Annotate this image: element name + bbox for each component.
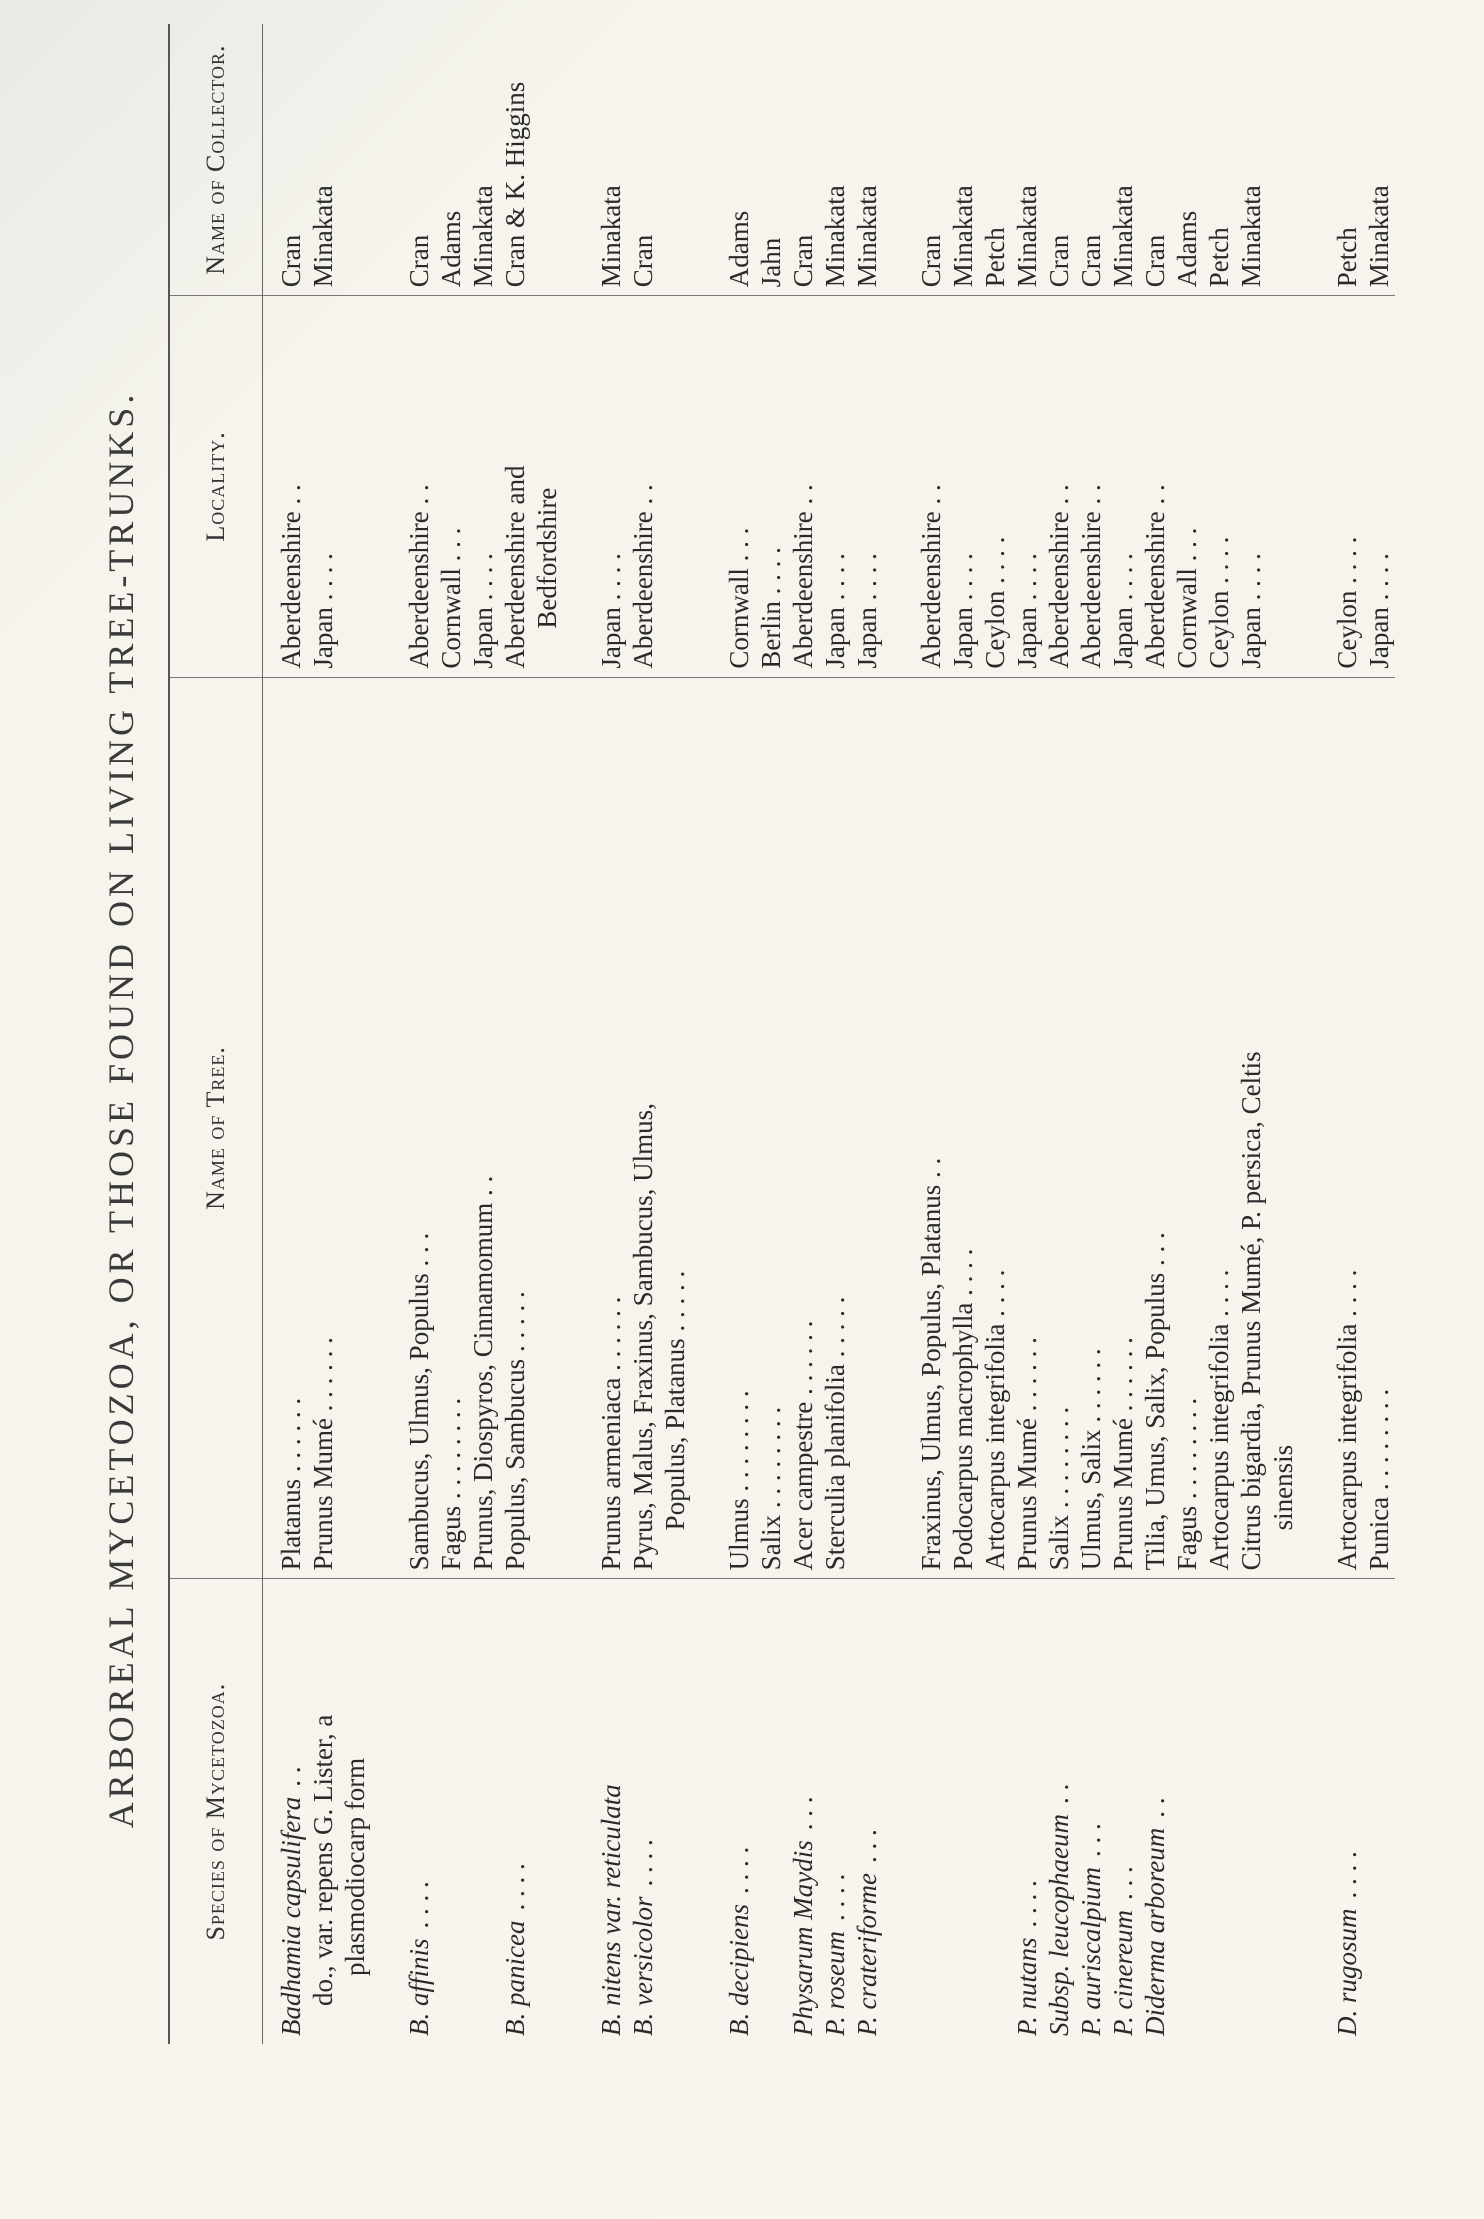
species-leader-dots: . . (1044, 1783, 1074, 1805)
col-collector-header: Name of Collector. (169, 24, 263, 296)
table-row (307, 24, 371, 2044)
mycetozoa-table (168, 24, 1395, 2044)
cell-locality (979, 296, 1011, 677)
species-leader-dots: . . (1140, 1797, 1170, 1818)
tree-name: Podocarpus macrophylla . . . . (948, 1248, 978, 1571)
cell-tree (1235, 677, 1299, 1579)
species-name: B. versicolor (628, 1896, 658, 2036)
cell-collector: Minakata (563, 24, 627, 296)
species-name: Physarum Maydis (788, 1840, 818, 2036)
cell-locality (1043, 296, 1075, 677)
locality-name: Aberdeenshire . . (1140, 484, 1170, 669)
cell-collector: Minakata (1363, 24, 1395, 296)
species-leader-dots: . . . . (724, 1846, 754, 1895)
table-row (1075, 24, 1107, 2044)
cell-locality (947, 296, 979, 677)
locality-name: Japan . . . . (852, 553, 882, 669)
cell-tree (627, 677, 691, 1579)
cell-locality (787, 296, 819, 677)
header-row (169, 24, 263, 2044)
tree-name: Prunus Mumé . . . . . . (1108, 1337, 1138, 1571)
cell-species (755, 1579, 787, 2044)
cell-species (1363, 1579, 1395, 2044)
table-row (499, 24, 563, 2044)
table-row (1139, 24, 1171, 2044)
cell-collector: Minakata (947, 24, 979, 296)
cell-collector: Minakata (1235, 24, 1299, 296)
tree-name: Sambucus, Ulmus, Populus . . . (404, 1232, 434, 1571)
cell-tree (1075, 677, 1107, 1579)
cell-species (467, 1579, 499, 2044)
cell-collector: Adams (691, 24, 755, 296)
cell-species (1203, 1579, 1235, 2044)
cell-locality (883, 296, 947, 677)
species-name: B. nitens var. reticulata (596, 1784, 626, 2036)
locality-name: Aberdeenshire . . (788, 484, 818, 669)
cell-species (1043, 1579, 1075, 2044)
cell-tree (1043, 677, 1075, 1579)
species-leader-dots: . . . . (404, 1881, 434, 1929)
cell-tree (947, 677, 979, 1579)
cell-collector: Petch (979, 24, 1011, 296)
tree-name: Sterculia planifolia . . . . . (820, 1296, 850, 1571)
cell-tree (307, 677, 371, 1579)
locality-name: Japan . . . . (820, 553, 850, 669)
table-row (1107, 24, 1139, 2044)
table-body (263, 24, 1396, 2044)
tree-name: Fagus . . . . . . . . (1172, 1397, 1202, 1571)
cell-locality (263, 296, 308, 677)
table-row (1043, 24, 1075, 2044)
cell-tree (1299, 677, 1363, 1579)
cell-collector: Cran (627, 24, 691, 296)
cell-tree (755, 677, 787, 1579)
tree-name: Artocarpus integrifolia . . . . (980, 1269, 1010, 1571)
cell-collector: Minakata (1107, 24, 1139, 296)
locality-name: Aberdeenshire . . (276, 484, 306, 669)
cell-tree (1139, 677, 1171, 1579)
locality-name: Cornwall . . . (724, 527, 754, 669)
table-row (1235, 24, 1299, 2044)
locality-name: Japan . . . . (1236, 553, 1266, 669)
cell-species (787, 1579, 819, 2044)
cell-collector: Cran (263, 24, 308, 296)
cell-locality (499, 296, 563, 677)
cell-species (1299, 1579, 1363, 2044)
cell-collector: Minakata (1011, 24, 1043, 296)
cell-tree (467, 677, 499, 1579)
cell-species (499, 1579, 563, 2044)
cell-tree (499, 677, 563, 1579)
cell-tree (435, 677, 467, 1579)
species-name: Badhamia capsulifera (276, 1796, 306, 2036)
table-row (947, 24, 979, 2044)
cell-locality (1011, 296, 1043, 677)
col-species-header: Species of Mycetozoa. (169, 1579, 263, 2044)
cell-locality (435, 296, 467, 677)
species-leader-dots: . . . . (628, 1839, 658, 1887)
cell-collector: Adams (435, 24, 467, 296)
tree-continuation: sinensis (1268, 1444, 1298, 1531)
cell-locality (1075, 296, 1107, 677)
cell-species (947, 1579, 979, 2044)
cell-locality (1107, 296, 1139, 677)
locality-name: Aberdeenshire . . (916, 484, 946, 669)
cell-locality (1363, 296, 1395, 677)
cell-locality (307, 296, 371, 677)
cell-species (1011, 1579, 1043, 2044)
species-name: Diderma arboreum (1140, 1827, 1170, 2036)
cell-collector: Jahn (755, 24, 787, 296)
tree-name: Salix . . . . . . . . (1044, 1406, 1074, 1571)
tree-name: Populus, Sambucus . . . . . (500, 1291, 530, 1571)
species-continuation: plasmodiocarp form (340, 1757, 370, 1976)
cell-collector: Cran (1139, 24, 1171, 296)
cell-collector: Cran (787, 24, 819, 296)
cell-locality (851, 296, 883, 677)
cell-locality (1203, 296, 1235, 677)
species-leader-dots: . . (276, 1766, 306, 1787)
species-leader-dots: . . . . (500, 1863, 530, 1911)
table-row (1299, 24, 1363, 2044)
cell-locality (371, 296, 435, 677)
species-leader-dots: . . . . (1012, 1880, 1042, 1928)
cell-species (627, 1579, 691, 2044)
table-row (263, 24, 308, 2044)
cell-locality (1299, 296, 1363, 677)
cell-collector: Cran (371, 24, 435, 296)
tree-name: Acer campestre . . . . . . (788, 1320, 818, 1571)
cell-collector: Cran & K. Higgins (499, 24, 563, 296)
cell-species (1235, 1579, 1299, 2044)
locality-name: Aberdeenshire . . (404, 484, 434, 669)
locality-name: Aberdeenshire and (500, 465, 530, 669)
table-row (563, 24, 627, 2044)
table-row (979, 24, 1011, 2044)
tree-name: Prunus armeniaca . . . . . . (596, 1296, 626, 1571)
table-row (1171, 24, 1203, 2044)
tree-name: Fagus . . . . . . . . (436, 1397, 466, 1571)
species-name: do., var. repens G. Lister, a (308, 1714, 338, 2006)
cell-tree (371, 677, 435, 1579)
table-row (371, 24, 435, 2044)
tree-name: Artocarpus integrifolia . . . . (1332, 1269, 1362, 1571)
locality-name: Japan . . . . (1012, 553, 1042, 669)
cell-tree (1203, 677, 1235, 1579)
tree-name: Pyrus, Malus, Fraxinus, Sambucus, Ulmus, (628, 1103, 658, 1571)
cell-tree (883, 677, 947, 1579)
locality-name: Ceylon . . . . (1332, 536, 1362, 669)
locality-name: Japan . . . . (948, 553, 978, 669)
cell-locality (755, 296, 787, 677)
cell-collector: Petch (1299, 24, 1363, 296)
cell-locality (819, 296, 851, 677)
tree-name: Prunus Mumé . . . . . . (308, 1337, 338, 1571)
table-title: ARBOREAL MYCETOZOA, OR THOSE FOUND ON LIVING TREE-TRUNKS. (101, 390, 141, 1829)
species-leader-dots: . . . (1108, 1866, 1138, 1901)
tree-name: Tilia, Umus, Salix, Populus . . . (1140, 1232, 1170, 1571)
cell-species (979, 1579, 1011, 2044)
cell-locality (1235, 296, 1299, 677)
species-leader-dots: . . . . (820, 1873, 850, 1921)
cell-collector: Minakata (819, 24, 851, 296)
species-leader-dots: . . . (852, 1829, 882, 1863)
cell-locality (691, 296, 755, 677)
table-row (691, 24, 755, 2044)
table-row (627, 24, 691, 2044)
tree-name: Ulmus . . . . . . . . (724, 1390, 754, 1571)
locality-name: Japan . . . . (596, 553, 626, 669)
tree-name: Platanus . . . . . . (276, 1397, 306, 1571)
species-name: P. cinereum (1108, 1910, 1138, 2036)
table-row (467, 24, 499, 2044)
table-row (435, 24, 467, 2044)
locality-name: Berlin . . . . (756, 547, 786, 669)
cell-locality (1139, 296, 1171, 677)
table-row (1363, 24, 1395, 2044)
locality-name: Japan . . . . (468, 553, 498, 669)
species-name: Subsp. leucophaeum (1044, 1814, 1074, 2036)
tree-name: Prunus, Diospyros, Cinnamomum . . (468, 1175, 498, 1571)
cell-tree (1171, 677, 1203, 1579)
cell-collector: Cran (883, 24, 947, 296)
cell-species (371, 1579, 435, 2044)
cell-locality (467, 296, 499, 677)
tree-name: Citrus bigardia, Prunus Mumé, P. persica, Celtis (1236, 1051, 1266, 1571)
locality-name: Japan . . . . (1108, 553, 1138, 669)
cell-species (819, 1579, 851, 2044)
tree-name: Salix . . . . . . . . (756, 1406, 786, 1571)
cell-tree (979, 677, 1011, 1579)
species-name: B. panicea (500, 1920, 530, 2036)
species-name: P. auriscalpium (1076, 1866, 1106, 2036)
table-row (883, 24, 947, 2044)
cell-locality (563, 296, 627, 677)
locality-continuation: Bedfordshire (532, 487, 562, 629)
tree-name: Punica . . . . . . . . (1364, 1388, 1394, 1571)
col-locality-header: Locality. (169, 296, 263, 677)
cell-tree (263, 677, 308, 1579)
cell-species (435, 1579, 467, 2044)
locality-name: Cornwall . . . (436, 527, 466, 669)
species-name: D. rugosum (1332, 1908, 1362, 2036)
cell-locality (1171, 296, 1203, 677)
tree-name: Fraxinus, Ulmus, Populus, Platanus . . (916, 1157, 946, 1571)
cell-collector: Cran (1075, 24, 1107, 296)
locality-name: Aberdeenshire . . (628, 484, 658, 669)
table-row (755, 24, 787, 2044)
species-name: B. affinis (404, 1938, 434, 2036)
cell-collector: Petch (1203, 24, 1235, 296)
cell-locality (627, 296, 691, 677)
cell-tree (1011, 677, 1043, 1579)
cell-tree (1107, 677, 1139, 1579)
table-row (787, 24, 819, 2044)
cell-species (1075, 1579, 1107, 2044)
col-tree-header: Name of Tree. (169, 677, 263, 1579)
cell-species (851, 1579, 883, 2044)
locality-name: Japan . . . . (308, 553, 338, 669)
cell-species (263, 1579, 308, 2044)
locality-name: Japan . . . . (1364, 553, 1394, 669)
cell-tree (819, 677, 851, 1579)
cell-tree (787, 677, 819, 1579)
cell-species (563, 1579, 627, 2044)
locality-name: Ceylon . . . . (1204, 536, 1234, 669)
cell-tree (563, 677, 627, 1579)
locality-name: Cornwall . . . (1172, 527, 1202, 669)
cell-tree (1363, 677, 1395, 1579)
locality-name: Aberdeenshire . . (1044, 484, 1074, 669)
cell-tree (691, 677, 755, 1579)
tree-name: Artocarpus integrifolia . . . . (1204, 1269, 1234, 1571)
species-name: P. crateriforme (852, 1873, 882, 2036)
locality-name: Aberdeenshire . . (1076, 484, 1106, 669)
locality-name: Ceylon . . . . (980, 536, 1010, 669)
tree-continuation: Populus, Platanus . . . . . (660, 1270, 690, 1531)
species-leader-dots: . . . (1076, 1823, 1106, 1857)
tree-name: Ulmus, Salix . . . . . . (1076, 1348, 1106, 1571)
species-name: B. decipiens (724, 1904, 754, 2036)
table-row (1011, 24, 1043, 2044)
species-leader-dots: . . . . (1332, 1851, 1362, 1899)
cell-species (1139, 1579, 1171, 2044)
cell-species (691, 1579, 755, 2044)
cell-species (307, 1579, 371, 2044)
cell-collector: Minakata (851, 24, 883, 296)
species-name: P. roseum (820, 1930, 850, 2036)
table-row (851, 24, 883, 2044)
cell-species (883, 1579, 947, 2044)
cell-collector: Adams (1171, 24, 1203, 296)
species-leader-dots: . . . (788, 1796, 818, 1831)
cell-collector: Minakata (467, 24, 499, 296)
cell-tree (851, 677, 883, 1579)
cell-collector: Cran (1043, 24, 1075, 296)
cell-species (1171, 1579, 1203, 2044)
species-name: P. nutans (1012, 1937, 1042, 2036)
table-row (819, 24, 851, 2044)
cell-collector: Minakata (307, 24, 371, 296)
table-row (1203, 24, 1235, 2044)
cell-species (1107, 1579, 1139, 2044)
tree-name: Prunus Mumé . . . . . . (1012, 1337, 1042, 1571)
